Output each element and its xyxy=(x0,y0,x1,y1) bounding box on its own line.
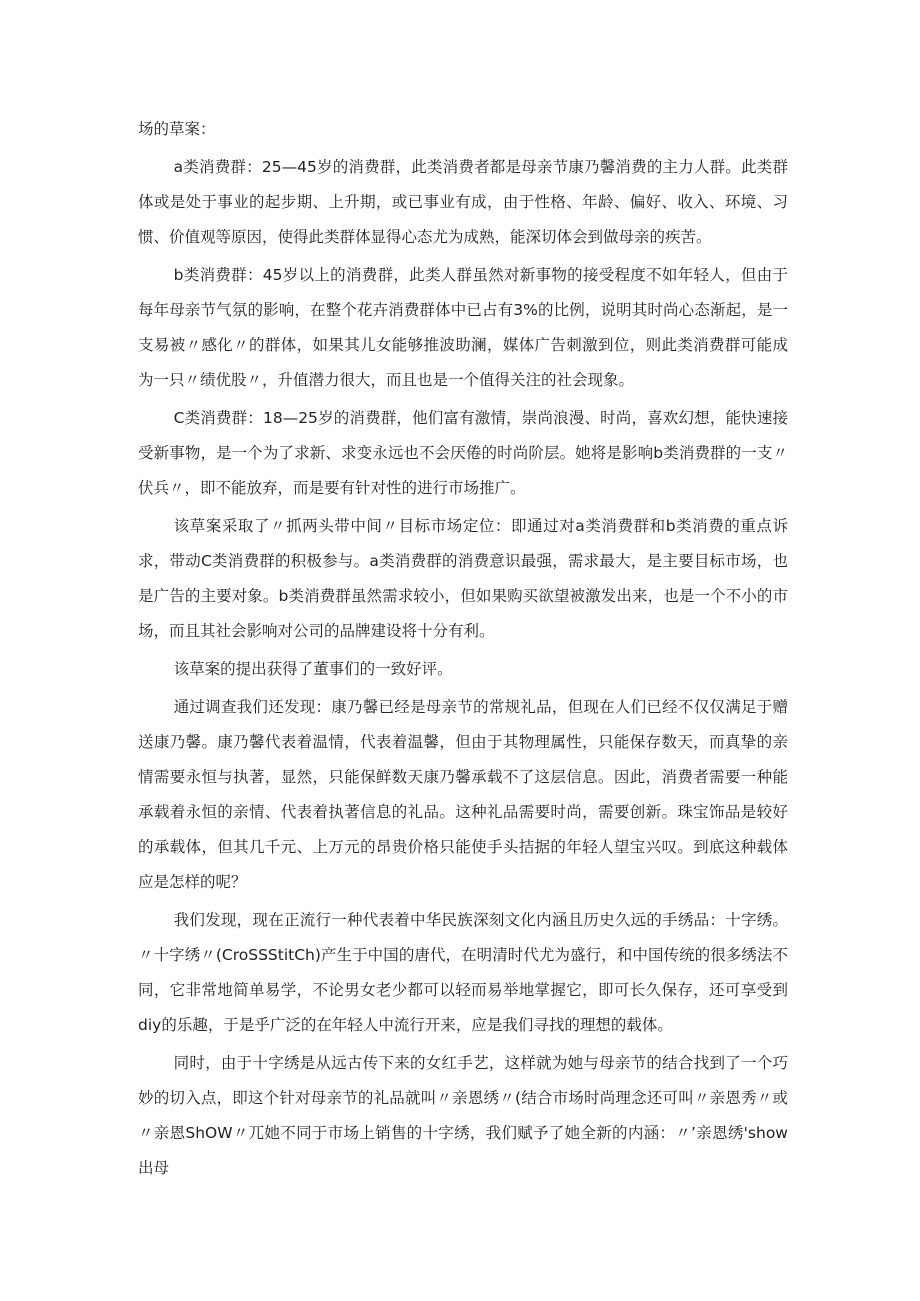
paragraph-market-positioning: 该草案采取了〃抓两头带中间〃目标市场定位：即通过对a类消费群和b类消费的重点诉求，带动C类消费群的积极参与。a类消费群的消费意识最强，需求最大，是主要目标市场，也是广告的主要对象。b类消费群虽然需求较小，但如果购买欲望被激发出来，也是一个不小的市场，而且其社会影响对公司的品牌建设将十分有利。 xyxy=(138,517,788,640)
paragraph-survey-findings: 通过调查我们还发现：康乃馨已经是母亲节的常规礼品，但现在人们已经不仅仅满足于赠送康乃馨。康乃馨代表着温情，代表着温馨，但由于其物理属性，只能保存数天，而真挚的亲情需要永恒与执著，显然，只能保鲜数天康乃馨承载不了这层信息。因此，消费者需要一种能承载着永恒的亲情、代表着执著信息的礼品。这种礼品需要时尚，需要创新。珠宝饰品是较好的承载体，但其几千元、上万元的昂贵价格只能使手头拮据的年轻人望宝兴叹。到底这种载体应是怎样的呢？ xyxy=(138,698,788,891)
paragraph-board-approval: 该草案的提出获得了董事们的一致好评。 xyxy=(173,660,453,678)
paragraph-segment-a: a类消费群：25—45岁的消费群，此类消费者都是母亲节康乃馨消费的主力人群。此类群体或是处于事业的起步期、上升期，或已事业有成，由于性格、年龄、偏好、收入、环境、习惯、价值观等原因，使得此类群体显得心态尤为成熟，能深切体会到做母亲的疾苦。 xyxy=(138,158,788,246)
paragraph-product-concept: 同时，由于十字绣是从远古传下来的女红手艺，这样就为她与母亲节的结合找到了一个巧妙的切入点，即这个针对母亲节的礼品就叫〃亲恩绣〃(结合市场时尚理念还可叫〃亲恩秀〃或〃亲恩ShOW〃兀她不同于市场上销售的十字绣，我们赋予了她全新的内涵：〃’亲恩绣'show出母 xyxy=(138,1054,788,1177)
document-body xyxy=(138,112,788,1189)
paragraph-continuation: 场的草案： xyxy=(138,120,216,138)
paragraph-segment-b: b类消费群：45岁以上的消费群，此类人群虽然对新事物的接受程度不如年轻人，但由于每年母亲节气氛的影响，在整个花卉消费群体中已占有3%的比例，说明其时尚心态渐起，是一支易被〃感化〃的群体，如果其儿女能够推波助澜，媒体广告刺激到位，则此类消费群可能成为一只〃绩优股〃，升值潜力很大，而且也是一个值得关注的社会现象。 xyxy=(138,266,788,389)
paragraph-cross-stitch: 我们发现，现在正流行一种代表着中华民族深刻文化内涵且历史久远的手绣品：十字绣。〃十字绣〃(CroSSStitCh)产生于中国的唐代，在明清时代尤为盛行，和中国传统的很多绣法不同，它非常地简单易学，不论男女老少都可以轻而易举地掌握它，即可长久保存，还可享受到diy的乐趣，于是乎广泛的在年轻人中流行开来，应是我们寻找的理想的载体。 xyxy=(138,911,788,1034)
paragraph-segment-c: C类消费群：18—25岁的消费群，他们富有激情，崇尚浪漫、时尚，喜欢幻想，能快速接受新事物，是一个为了求新、求变永远也不会厌倦的时尚阶层。她将是影响b类消费群的一支〃伏兵〃，即不能放弃，而是要有针对性的进行市场推广。 xyxy=(138,409,788,497)
